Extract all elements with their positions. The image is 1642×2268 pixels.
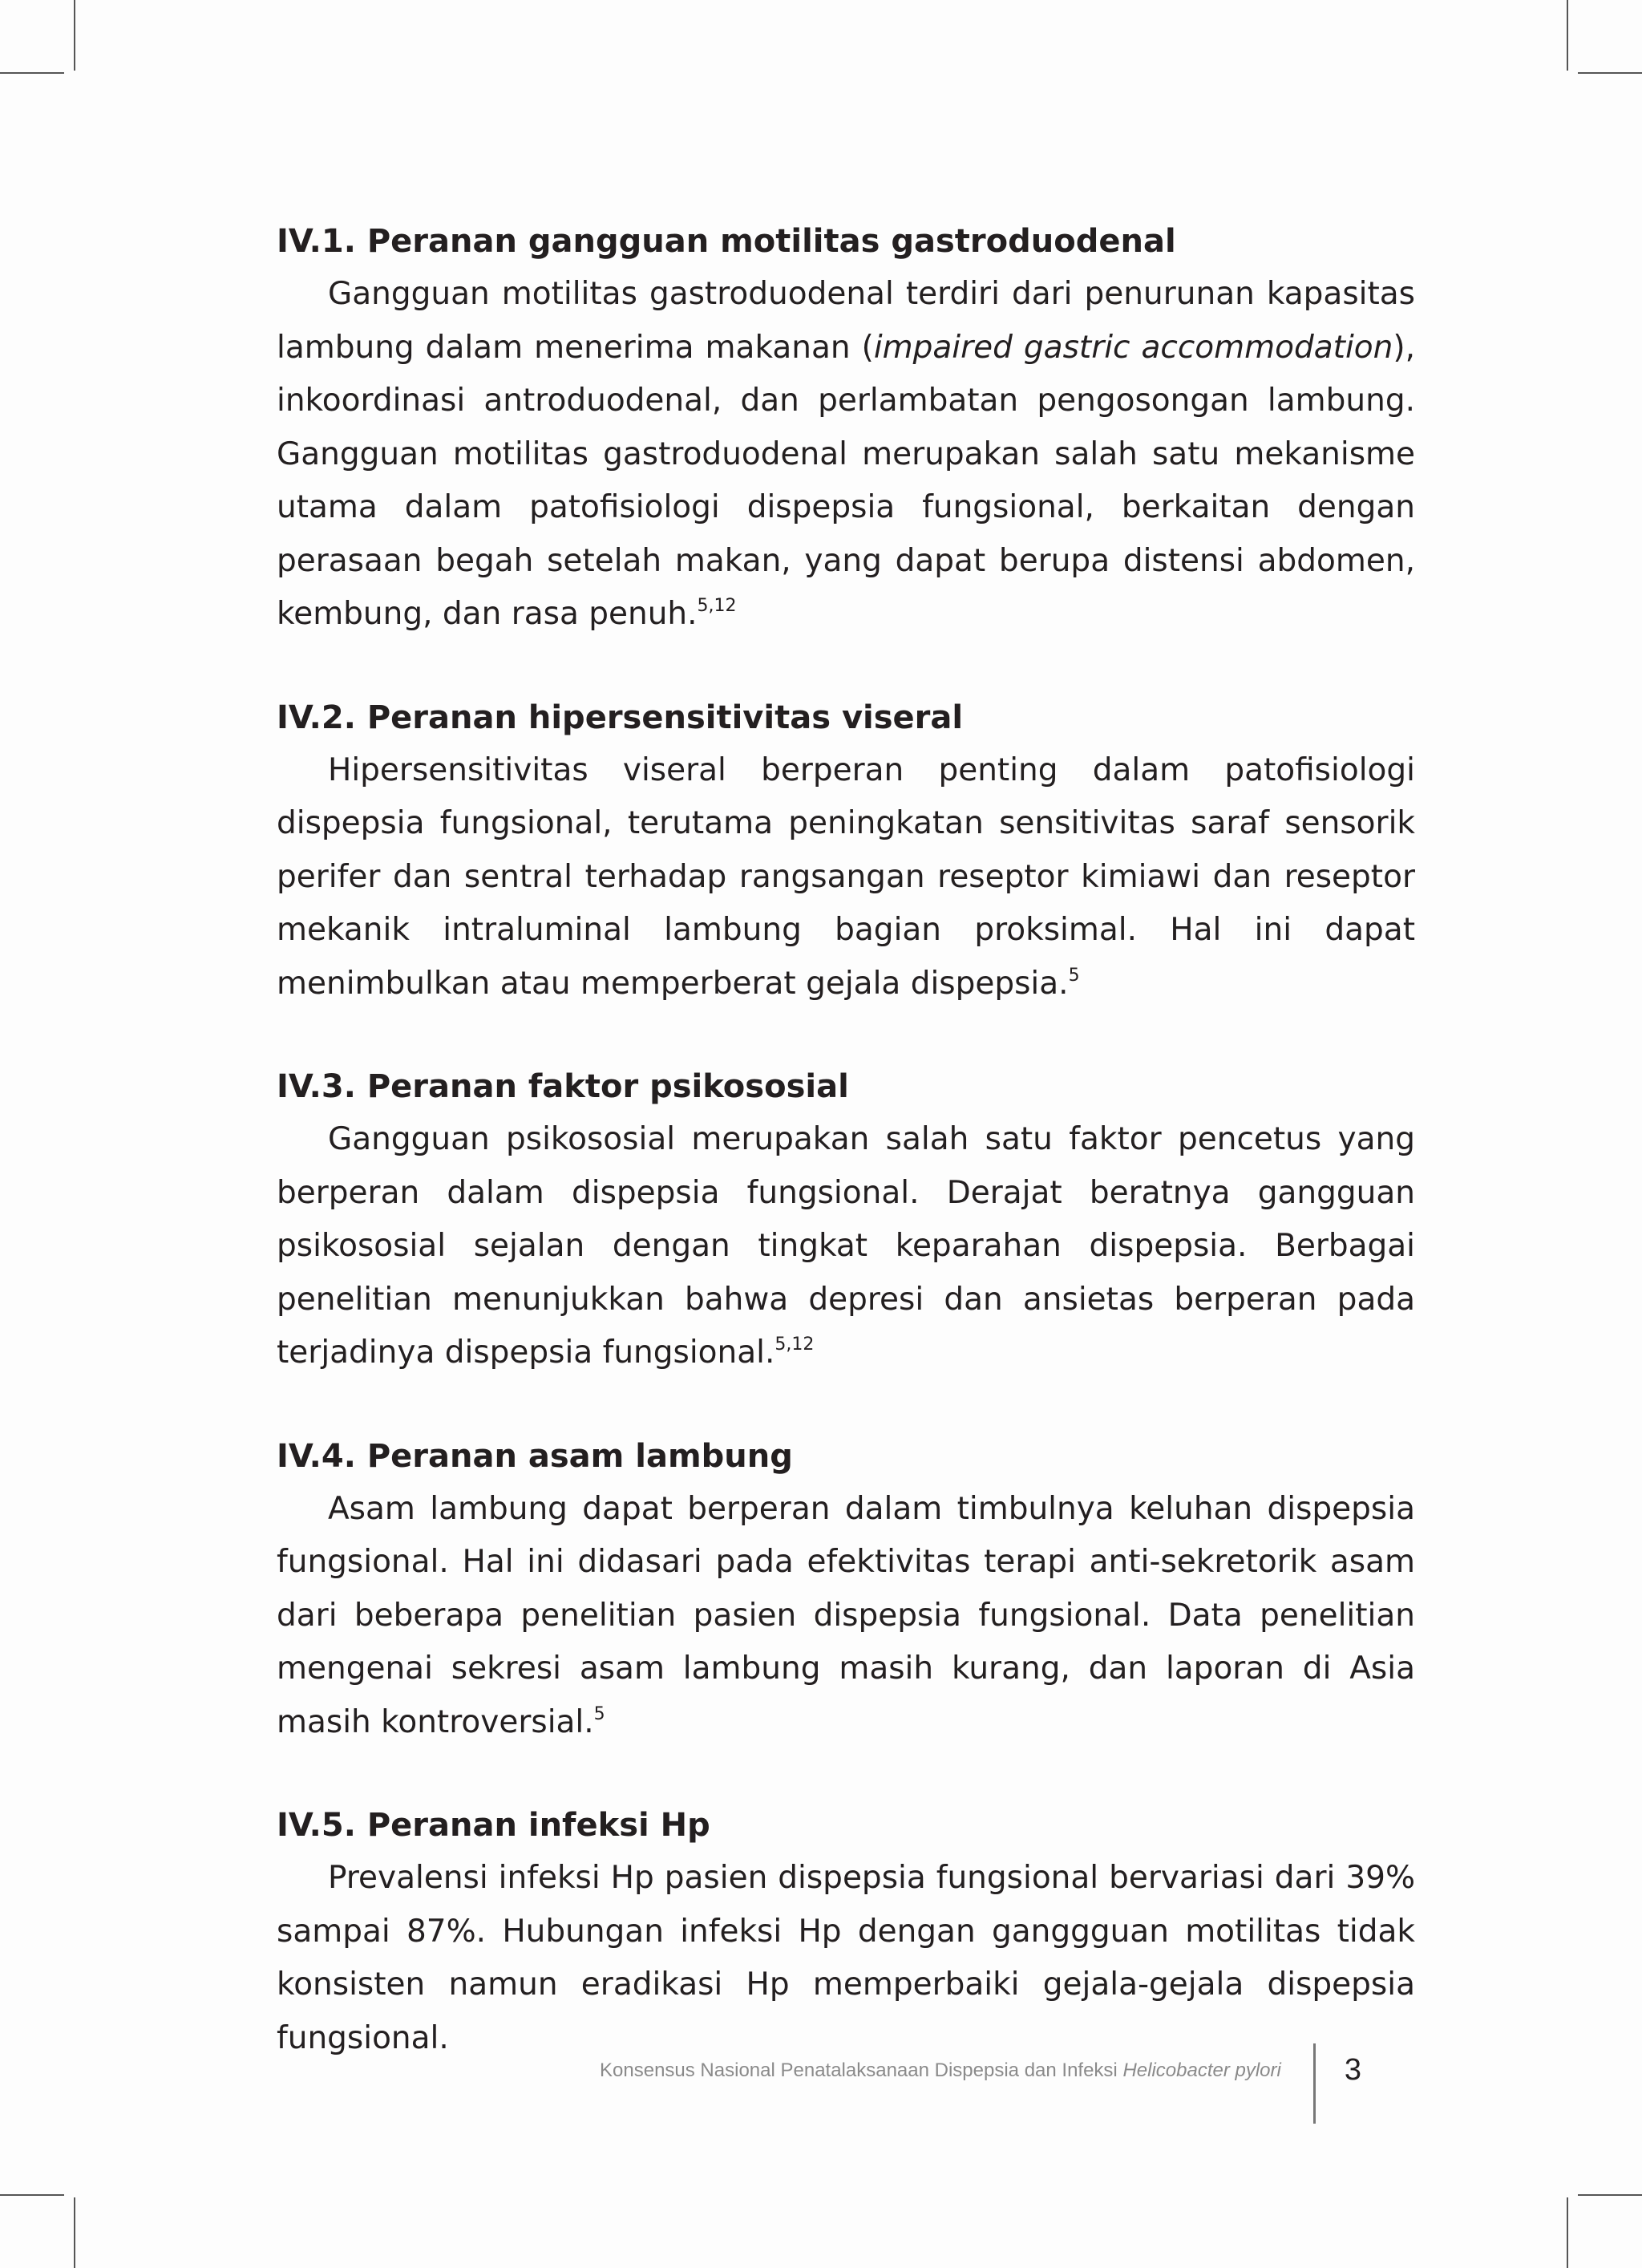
section-paragraph: [277, 1852, 1415, 2065]
paragraph-text: Prevalensi infeksi Hp pasien dispepsia fungsional bervariasi dari 39% sampai 87%. Hubungan infeksi Hp dengan ganggguan motilitas tidak konsisten namun eradikasi Hp memperbaiki gejala-gejala dispepsia fungsional.: [277, 1860, 1415, 2056]
footer-title: [600, 2059, 1281, 2082]
footer-title-text: Konsensus Nasional Penatalaksanaan Dispepsia dan Infeksi: [600, 2059, 1123, 2081]
section-iv-1: [277, 215, 1415, 642]
section-heading: IV.1. Peranan gangguan motilitas gastroduodenal: [277, 223, 1176, 260]
crop-mark: [0, 2194, 64, 2196]
crop-mark: [74, 0, 75, 71]
citation-ref: 5,12: [697, 596, 737, 616]
section-paragraph: [277, 268, 1415, 642]
citation-ref: 5: [593, 1703, 605, 1724]
citation-ref: 5: [1068, 965, 1080, 986]
document-body: [277, 215, 1415, 2065]
section-heading: IV.3. Peranan faktor psikososial: [277, 1068, 849, 1105]
section-iv-3: [277, 1060, 1415, 1380]
section-iv-4: [277, 1430, 1415, 1750]
paragraph-text: Gangguan psikososial merupakan salah satu faktor pencetus yang berperan dalam dispepsia fungsional. Derajat beratnya gangguan psikososial sejalan dengan tingkat keparahan dispepsia. Berbagai penelitian menunjukkan bahwa depresi dan ansietas berperan pada terjadinya dispepsia fungsional.: [277, 1121, 1415, 1371]
section-paragraph: [277, 744, 1415, 1011]
footer-title-italic: Helicobacter pylori: [1122, 2059, 1281, 2081]
paragraph-italic-text: impaired gastric accommodation: [873, 329, 1393, 366]
page-footer: [600, 2043, 1361, 2124]
footer-divider: [1313, 2043, 1316, 2124]
crop-mark: [0, 72, 64, 74]
section-paragraph: [277, 1113, 1415, 1380]
section-heading: IV.4. Peranan asam lambung: [277, 1437, 793, 1475]
section-paragraph: [277, 1483, 1415, 1750]
section-iv-5: [277, 1799, 1415, 2065]
page-number: 3: [1344, 2053, 1361, 2087]
paragraph-text: ), inkoordinasi antroduodenal, dan perlambatan pengosongan lambung. Gangguan motilitas gastroduodenal merupakan salah satu mekanisme utama dalam patofisiologi dispepsia fungsional, berkaitan dengan perasaan begah setelah makan, yang dapat berupa distensi abdomen, kembung, dan rasa penuh.: [277, 329, 1415, 632]
paragraph-text: Hipersensitivitas viseral berperan penting dalam patofisiologi dispepsia fungsional, terutama peningkatan sensitivitas saraf sensorik perifer dan sentral terhadap rangsangan reseptor kimiawi dan reseptor mekanik intraluminal lambung bagian proksimal. Hal ini dapat menimbulkan atau memperberat gejala dispepsia.: [277, 751, 1415, 1002]
crop-mark: [74, 2197, 75, 2268]
crop-mark: [1578, 72, 1642, 74]
crop-mark: [1567, 0, 1568, 71]
crop-mark: [1578, 2194, 1642, 2196]
section-iv-2: [277, 691, 1415, 1011]
section-heading: IV.2. Peranan hipersensitivitas viseral: [277, 699, 964, 736]
paragraph-text: Gangguan motilitas gastroduodenal terdiri dari penurunan kapasitas lambung dalam menerima makanan (: [277, 276, 1415, 366]
crop-mark: [1567, 2197, 1568, 2268]
citation-ref: 5,12: [774, 1334, 815, 1355]
section-heading: IV.5. Peranan infeksi Hp: [277, 1807, 710, 1844]
paragraph-text: Asam lambung dapat berperan dalam timbulnya keluhan dispepsia fungsional. Hal ini didasari pada efektivitas terapi anti-sekretorik asam dari beberapa penelitian pasien dispepsia fungsional. Data penelitian mengenai sekresi asam lambung masih kurang, dan laporan di Asia masih kontroversial.: [277, 1490, 1415, 1740]
